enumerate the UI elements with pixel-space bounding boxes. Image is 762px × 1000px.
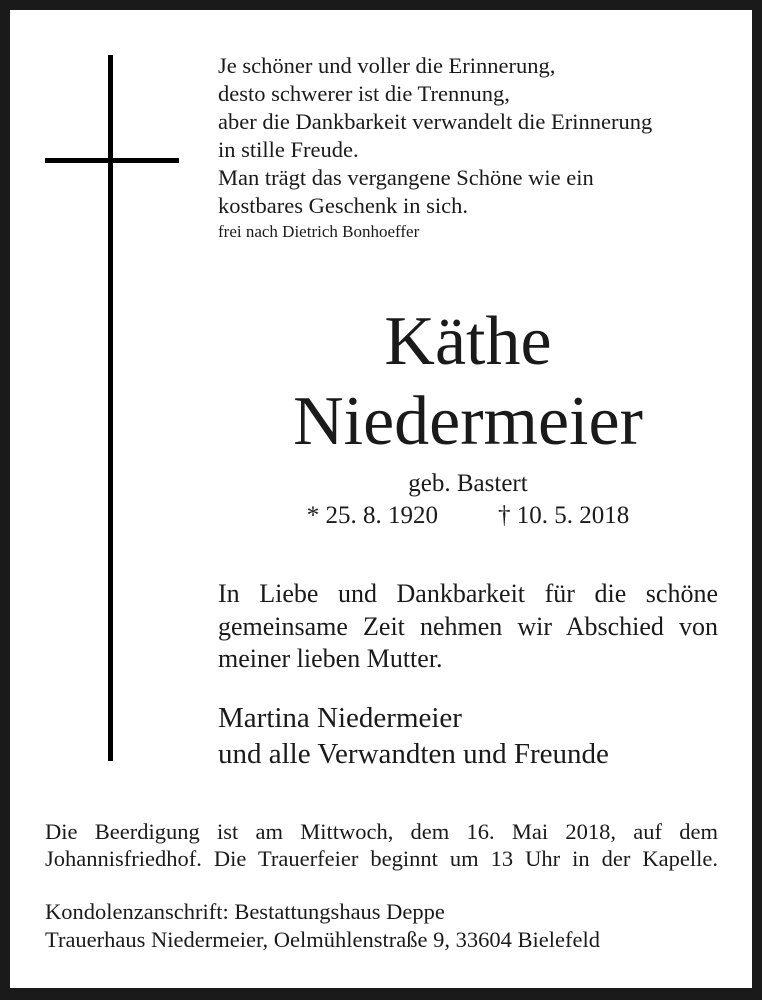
deceased-first-name: Käthe: [384, 303, 552, 380]
quote-line: in stille Freude.: [218, 137, 359, 162]
quote-attribution: frei nach Dietrich Bonhoeffer: [218, 222, 420, 241]
cross-icon-bar: [45, 158, 179, 163]
memorial-quote: [218, 52, 652, 220]
birth-date: * 25. 8. 1920: [306, 502, 438, 529]
signers: [218, 700, 609, 772]
obituary-notice: [10, 10, 752, 988]
quote-line: kostbares Geschenk in sich.: [218, 193, 468, 218]
quote-line: Je schöner und voller die Erinnerung,: [218, 53, 556, 78]
funeral-info: [45, 818, 718, 872]
signer: Martina Niedermeier: [218, 702, 462, 734]
funeral-line: Die Beerdigung ist am Mittwoch, dem 16. Mai 2018, auf dem: [45, 819, 718, 844]
funeral-line: Johannisfriedhof. Die Trauerfeier beginnt um 13 Uhr in der Kapelle.: [45, 846, 718, 871]
signer: und alle Verwandten und Freunde: [218, 738, 609, 770]
life-dates: [218, 502, 718, 530]
farewell-text: In Liebe und Dankbarkeit für die schöne gemeinsame Zeit nehmen wir Abschied von meiner lieben Mutter.: [218, 579, 718, 673]
death-date: † 10. 5. 2018: [498, 502, 630, 529]
birth-name: geb. Bastert: [408, 470, 528, 497]
quote-line: aber die Dankbarkeit verwandelt die Erinnerung: [218, 109, 653, 134]
condolence-line: Trauerhaus Niedermeier, Oelmühlenstraße 9, 33604 Bielefeld: [45, 927, 600, 952]
deceased-last-name: Niedermeier: [293, 383, 643, 460]
quote-line: desto schwerer ist die Trennung,: [218, 81, 510, 106]
condolence-address: [45, 898, 600, 954]
quote-line: Man trägt das vergangene Schöne wie ein: [218, 165, 594, 190]
condolence-line: Kondolenzanschrift: Bestattungshaus Deppe: [45, 899, 445, 924]
